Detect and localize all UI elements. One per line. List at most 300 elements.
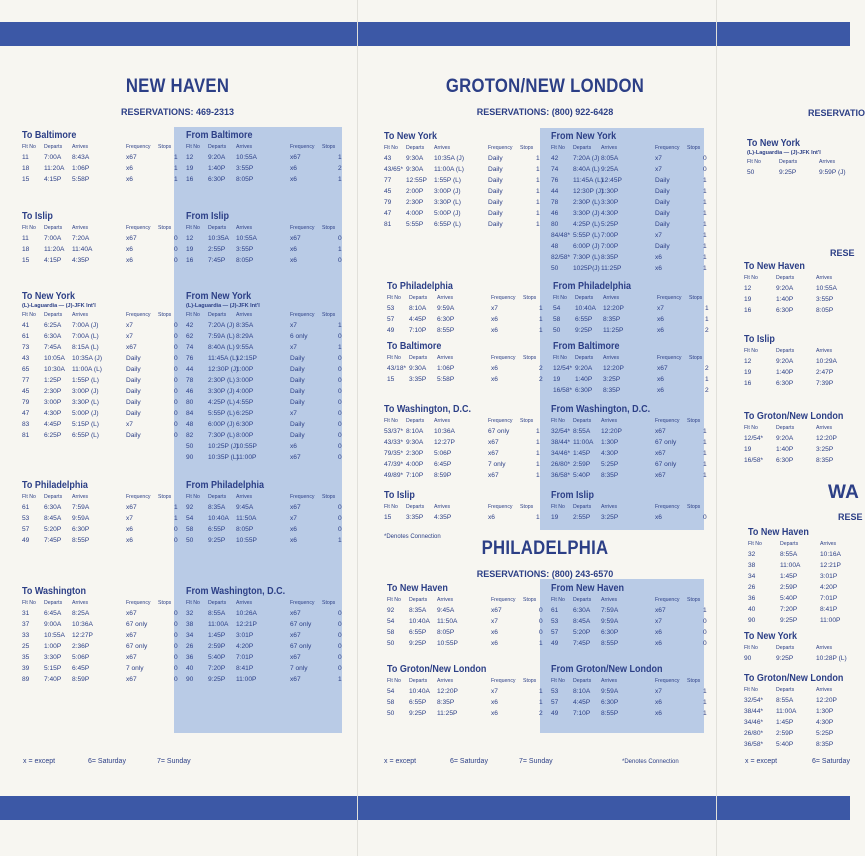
cell-flt: 41: [22, 322, 30, 329]
cell-freq: 67 only: [655, 439, 677, 446]
schedule-block: [186, 211, 344, 268]
cell-dep: 10:30A: [44, 366, 65, 373]
flight-row: [186, 399, 344, 410]
cell-freq: x6: [655, 699, 662, 706]
cell-stops: 2: [539, 376, 543, 383]
cell-arr: 5:25P: [601, 221, 619, 228]
flight-row: [186, 454, 344, 465]
cell-flt: 19: [744, 369, 752, 376]
cell-arr: 4:55P: [236, 399, 254, 406]
cell-stops: 1: [338, 537, 342, 544]
cell-flt: 32: [186, 610, 194, 617]
cell-dep: 6:25P: [44, 432, 62, 439]
column-header-freq: Frequency: [655, 504, 680, 510]
flight-row: [551, 428, 709, 439]
flight-row: [551, 618, 709, 629]
schedule-block: [744, 631, 854, 666]
flight-row: [551, 254, 709, 265]
column-headers: [186, 600, 344, 610]
cell-stops: 1: [536, 166, 540, 173]
cell-flt: 78: [186, 377, 194, 384]
cell-arr: 8:05P: [236, 176, 254, 183]
cell-stops: 0: [174, 355, 178, 362]
cell-freq: 67 only: [126, 643, 148, 650]
cell-dep: 6:45A: [44, 610, 62, 617]
cell-freq: x67: [290, 632, 301, 639]
cell-freq: x6: [655, 514, 662, 521]
cell-freq: Daily: [655, 243, 670, 250]
cell-flt: 81: [384, 221, 392, 228]
cell-dep: 1:40P: [776, 296, 794, 303]
cell-arr: 10:36A: [434, 428, 455, 435]
cell-flt: 54: [553, 305, 561, 312]
cell-stops: 0: [174, 322, 178, 329]
cell-flt: 19: [186, 246, 194, 253]
column-header-arr: Arrives: [236, 312, 253, 318]
cell-freq: x6: [491, 376, 498, 383]
cell-flt: 34/46*: [551, 450, 571, 457]
cell-flt: 50: [387, 640, 395, 647]
cell-stops: 0: [338, 443, 342, 450]
cell-dep: 1:40P: [575, 376, 593, 383]
cell-freq: x6: [126, 537, 133, 544]
cell-dep: 4:15P: [44, 176, 62, 183]
cell-arr: 9:45A: [437, 607, 455, 614]
cell-dep: 3:35P: [406, 514, 424, 521]
column-header-dep: Departs: [573, 418, 592, 424]
cell-dep: 9:25P: [575, 327, 593, 334]
column-header-stops: Stops: [158, 225, 172, 231]
cell-freq: Daily: [488, 199, 503, 206]
cell-freq: x6: [126, 246, 133, 253]
cell-arr: 2:36P: [72, 643, 90, 650]
cell-dep: 11:45A (L): [208, 355, 238, 362]
cell-freq: Daily: [126, 432, 141, 439]
cell-flt: 81: [22, 432, 30, 439]
flight-row: [186, 443, 344, 454]
cell-freq: Daily: [488, 177, 503, 184]
column-header-flt: Flt No: [22, 312, 36, 318]
cell-dep: 2:59P: [208, 643, 226, 650]
column-header-dep: Departs: [44, 144, 63, 150]
column-header-flt: Flt No: [186, 225, 200, 231]
legend-except: x = except: [384, 758, 417, 765]
cell-dep: 7:00A: [44, 154, 62, 161]
cell-arr: 11:00A (L): [434, 166, 464, 173]
cell-flt: 26: [748, 584, 756, 591]
airport-key: (L)-Laguardia — (J)-JFK Int'l: [186, 303, 260, 309]
bottom-color-band: [0, 796, 850, 820]
cell-stops: 1: [539, 640, 543, 647]
flight-row: [387, 305, 545, 316]
cell-dep: 9:25P: [208, 676, 226, 683]
cell-flt: 40: [186, 665, 194, 672]
flight-row: [744, 380, 854, 391]
cell-flt: 12: [186, 235, 194, 242]
cell-dep: 9:00A: [44, 621, 62, 628]
cell-flt: 16: [186, 257, 194, 264]
cell-freq: x67: [126, 676, 137, 683]
cell-freq: x67: [488, 439, 499, 446]
schedule-block: [22, 130, 180, 187]
cell-flt: 26: [186, 643, 194, 650]
flight-row: [186, 526, 344, 537]
cell-arr: 12:27P: [434, 439, 455, 446]
cell-freq: x6: [657, 327, 664, 334]
cell-flt: 61: [22, 504, 30, 511]
flight-row: [551, 177, 709, 188]
route-title: From Washington, D.C.: [186, 586, 286, 597]
flight-row: [186, 257, 344, 268]
flight-row: [387, 316, 545, 327]
column-header-arr: Arrives: [816, 348, 833, 354]
cell-arr: 11:00P: [236, 454, 257, 461]
cell-arr: 12:27P: [72, 632, 93, 639]
flight-row: [186, 432, 344, 443]
cell-dep: 8:55A: [573, 428, 591, 435]
cell-freq: Daily: [126, 366, 141, 373]
cell-dep: 4:00P: [406, 461, 424, 468]
cell-dep: 5:15P: [44, 665, 62, 672]
column-headers: [551, 145, 709, 155]
flight-row: [22, 665, 180, 676]
cell-arr: 8:00P: [236, 432, 254, 439]
column-headers: [22, 494, 180, 504]
cell-freq: x6: [657, 376, 664, 383]
cell-flt: 77: [22, 377, 30, 384]
cell-arr: 10:55A: [816, 285, 837, 292]
partial-city-name: WA: [828, 482, 860, 503]
flight-row: [744, 708, 854, 719]
cell-dep: 2:00P: [406, 188, 424, 195]
cell-dep: 8:10A: [409, 305, 427, 312]
cell-dep: 7:20A (J): [573, 155, 600, 162]
flight-row: [384, 450, 542, 461]
column-header-dep: Departs: [208, 494, 227, 500]
flight-row: [384, 177, 542, 188]
cell-freq: x6: [126, 526, 133, 533]
cell-stops: 1: [536, 461, 540, 468]
cell-flt: 43/65*: [384, 166, 404, 173]
column-headers: [186, 312, 344, 322]
cell-flt: 76: [551, 177, 559, 184]
cell-freq: x6: [290, 257, 297, 264]
cell-dep: 4:45P: [573, 699, 591, 706]
cell-freq: x67: [290, 654, 301, 661]
cell-flt: 58: [553, 316, 561, 323]
cell-arr: 1:06P: [72, 165, 90, 172]
column-header-flt: Flt No: [553, 355, 567, 361]
flight-row: [387, 699, 545, 710]
schedule-block: [22, 586, 180, 687]
cell-arr: 12:20P: [603, 305, 624, 312]
cell-arr: 5:06P: [434, 450, 452, 457]
cell-stops: 1: [338, 322, 342, 329]
cell-arr: 10:55A: [236, 154, 257, 161]
flight-row: [384, 199, 542, 210]
partial-reservations-text: RESERVATIO: [808, 108, 865, 118]
column-header-stops: Stops: [689, 355, 703, 361]
cell-arr: 11:40A: [72, 246, 93, 253]
cell-flt: 80: [186, 399, 194, 406]
route-title: From Baltimore: [553, 341, 620, 352]
cell-stops: 0: [338, 621, 342, 628]
cell-dep: 2:30P: [406, 199, 424, 206]
cell-dep: 9:30A: [409, 365, 427, 372]
flight-row: [22, 537, 180, 548]
cell-arr: 10:36A: [72, 621, 93, 628]
cell-stops: 1: [703, 232, 707, 239]
cell-flt: 34: [186, 632, 194, 639]
flight-row: [22, 526, 180, 537]
cell-dep: 2:59P: [573, 461, 591, 468]
cell-dep: 6:30P: [208, 176, 226, 183]
cell-dep: 4:30P: [44, 410, 62, 417]
cell-flt: 38/44*: [551, 439, 571, 446]
cell-arr: 3:30P: [601, 199, 619, 206]
schedule-block: [744, 673, 854, 752]
cell-arr: 3:25P: [816, 446, 834, 453]
column-header-stops: Stops: [687, 504, 701, 510]
schedule-block: [22, 480, 180, 548]
route-title: From New Haven: [551, 583, 625, 594]
cell-freq: x7: [126, 515, 133, 522]
cell-arr: 12:20P: [816, 697, 837, 704]
cell-freq: x67: [126, 235, 137, 242]
flight-row: [744, 655, 854, 666]
column-headers: [22, 600, 180, 610]
cell-arr: 5:58P: [437, 376, 455, 383]
cell-stops: 0: [338, 643, 342, 650]
route-title: To Washington: [22, 586, 86, 597]
cell-arr: 1:55P (L): [434, 177, 462, 184]
cell-flt: 43: [384, 155, 392, 162]
cell-stops: 0: [703, 640, 707, 647]
column-header-arr: Arrives: [434, 418, 451, 424]
column-headers: [551, 678, 709, 688]
cell-dep: 11:45A (L): [573, 177, 603, 184]
cell-dep: 2:59P: [780, 584, 798, 591]
cell-dep: 10:35P (L): [208, 454, 239, 461]
cell-dep: 6:30P: [776, 457, 794, 464]
cell-arr: 10:16A: [820, 551, 841, 558]
flight-row: [22, 399, 180, 410]
column-header-arr: Arrives: [816, 275, 833, 281]
cell-freq: x67: [655, 428, 666, 435]
cell-arr: 4:20P: [820, 584, 838, 591]
cell-dep: 7:10P: [406, 472, 424, 479]
schedule-block: [747, 138, 857, 180]
cell-dep: 12:30P (J): [573, 188, 604, 195]
route-title: To New York: [747, 138, 801, 149]
cell-stops: 1: [705, 316, 709, 323]
cell-stops: 1: [536, 221, 540, 228]
cell-arr: 8:55P: [601, 710, 619, 717]
cell-flt: 92: [186, 504, 194, 511]
cell-flt: 47: [384, 210, 392, 217]
column-headers: [22, 225, 180, 235]
cell-dep: 10:25P (J): [208, 443, 239, 450]
cell-arr: 8:05P: [236, 257, 254, 264]
cell-arr: 4:30P: [601, 210, 619, 217]
schedule-block: [744, 261, 854, 318]
cell-arr: 8:35P: [603, 316, 621, 323]
flight-row: [744, 457, 854, 468]
cell-arr: 8:55P: [72, 537, 90, 544]
cell-freq: 7 only: [290, 665, 308, 672]
flight-row: [186, 410, 344, 421]
schedule-block: [744, 334, 854, 391]
cell-arr: 5:25P: [816, 730, 834, 737]
cell-stops: 0: [338, 432, 342, 439]
column-header-flt: Flt No: [551, 145, 565, 151]
column-header-freq: Frequency: [655, 145, 680, 151]
flight-row: [748, 562, 858, 573]
column-header-dep: Departs: [406, 504, 425, 510]
cell-flt: 49/89*: [384, 472, 404, 479]
cell-stops: 1: [539, 327, 543, 334]
flight-row: [748, 617, 858, 628]
cell-freq: Daily: [488, 166, 503, 173]
schedule-block: [384, 490, 542, 525]
cell-dep: 8:35A: [409, 607, 427, 614]
column-header-arr: Arrives: [437, 355, 454, 361]
cell-freq: x6: [491, 710, 498, 717]
column-header-flt: Flt No: [22, 225, 36, 231]
cell-dep: 10:55A: [44, 632, 65, 639]
cell-freq: x67: [488, 472, 499, 479]
cell-flt: 57: [22, 526, 30, 533]
cell-freq: x7: [491, 305, 498, 312]
flight-row: [186, 322, 344, 333]
column-header-dep: Departs: [208, 600, 227, 606]
column-header-stops: Stops: [687, 678, 701, 684]
cell-flt: 12: [186, 154, 194, 161]
schedule-block: [553, 281, 711, 338]
legend-sunday: 7= Sunday: [157, 758, 191, 765]
cell-arr: 8:41P: [820, 606, 838, 613]
cell-freq: Daily: [126, 377, 141, 384]
cell-stops: 2: [539, 365, 543, 372]
cell-dep: 8:40A (L): [208, 344, 235, 351]
cell-flt: 76: [186, 355, 194, 362]
column-header-flt: Flt No: [22, 494, 36, 500]
column-header-dep: Departs: [44, 494, 63, 500]
legend-except: x = except: [745, 758, 778, 765]
cell-stops: 0: [174, 632, 178, 639]
cell-flt: 79: [384, 199, 392, 206]
cell-flt: 54: [186, 515, 194, 522]
flight-row: [553, 316, 711, 327]
column-headers: [551, 418, 709, 428]
cell-freq: x67: [126, 504, 137, 511]
column-header-dep: Departs: [573, 678, 592, 684]
cell-stops: 0: [174, 610, 178, 617]
cell-stops: 0: [703, 514, 707, 521]
flight-row: [186, 632, 344, 643]
cell-dep: 10:40A: [208, 515, 229, 522]
cell-arr: 9:59A: [601, 618, 619, 625]
column-header-arr: Arrives: [434, 145, 451, 151]
column-headers: [384, 145, 542, 155]
column-header-arr: Arrives: [816, 645, 833, 651]
cell-dep: 8:40A (L): [573, 166, 600, 173]
cell-arr: 4:20P: [236, 643, 254, 650]
cell-dep: 10:35A: [208, 235, 229, 242]
cell-dep: 9:20A: [208, 154, 226, 161]
route-title: To New York: [744, 631, 798, 642]
flight-row: [186, 333, 344, 344]
cell-stops: 0: [174, 246, 178, 253]
cell-stops: 1: [536, 155, 540, 162]
cell-stops: 1: [703, 607, 707, 614]
cell-arr: 8:29A: [236, 333, 254, 340]
cell-flt: 16/58*: [553, 387, 573, 394]
cell-freq: x7: [290, 344, 297, 351]
cell-flt: 19: [744, 296, 752, 303]
cell-freq: Daily: [126, 355, 141, 362]
flight-row: [553, 305, 711, 316]
cell-flt: 45: [22, 388, 30, 395]
column-header-dep: Departs: [409, 355, 428, 361]
cell-flt: 42: [186, 322, 194, 329]
column-header-arr: Arrives: [434, 504, 451, 510]
cell-dep: 11:00A: [573, 439, 594, 446]
cell-stops: 1: [703, 688, 707, 695]
flight-row: [384, 428, 542, 439]
cell-stops: 0: [703, 629, 707, 636]
flight-row: [22, 504, 180, 515]
cell-flt: 57: [551, 699, 559, 706]
cell-arr: 8:05P: [816, 307, 834, 314]
column-header-freq: Frequency: [290, 225, 315, 231]
cell-freq: Daily: [488, 210, 503, 217]
cell-dep: 7:40P: [44, 676, 62, 683]
flight-row: [551, 607, 709, 618]
column-headers: [744, 348, 854, 358]
cell-arr: 7:01P: [236, 654, 254, 661]
cell-flt: 19: [744, 446, 752, 453]
cell-stops: 1: [338, 676, 342, 683]
cell-flt: 54: [387, 618, 395, 625]
flight-row: [186, 235, 344, 246]
flight-row: [22, 515, 180, 526]
cell-dep: 1:25P: [44, 377, 62, 384]
cell-flt: 73: [22, 344, 30, 351]
cell-flt: 15: [384, 514, 392, 521]
column-header-dep: Departs: [44, 600, 63, 606]
cell-freq: 67 only: [126, 621, 148, 628]
cell-dep: 10:40A: [409, 618, 430, 625]
cell-stops: 0: [338, 654, 342, 661]
flight-row: [186, 654, 344, 665]
cell-arr: 7:01P: [820, 595, 838, 602]
reservations-phone: RESERVATIONS: (800) 922-6428: [476, 107, 614, 117]
flight-row: [387, 376, 545, 387]
cell-arr: 12:21P: [236, 621, 257, 628]
column-header-stops: Stops: [689, 295, 703, 301]
cell-flt: 78: [551, 199, 559, 206]
column-header-freq: Frequency: [491, 597, 516, 603]
flight-row: [22, 246, 180, 257]
cell-dep: 6:30A: [573, 607, 591, 614]
schedule-block: [22, 211, 180, 268]
column-header-stops: Stops: [322, 600, 336, 606]
cell-dep: 10:40A: [409, 688, 430, 695]
cell-dep: 8:35A: [208, 504, 226, 511]
route-title: From Islip: [551, 490, 595, 501]
cell-freq: x67: [290, 154, 301, 161]
